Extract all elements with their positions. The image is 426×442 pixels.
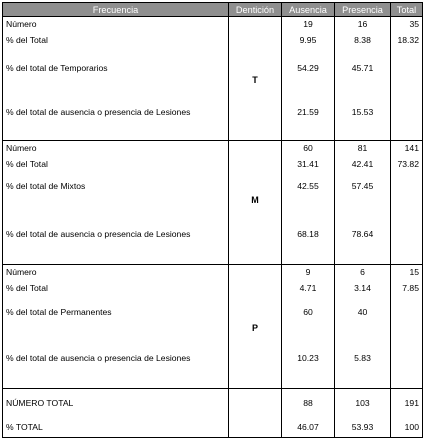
ausencia-value: 4.71 [299, 283, 317, 293]
row-label: Número [6, 143, 37, 153]
presencia-value: 6 [360, 267, 365, 277]
totals-row [3, 389, 423, 438]
ausencia-cell [282, 389, 335, 438]
ausencia-value: 68.18 [297, 229, 319, 239]
denticion-label: P [251, 323, 258, 333]
total-value: 15 [409, 267, 419, 277]
frecuencia-cell [3, 265, 229, 389]
ausencia-value: 9.95 [299, 35, 317, 45]
denticion-label: T [252, 75, 258, 85]
ausencia-cell [282, 141, 335, 265]
total-value: 18.32 [397, 35, 419, 45]
ausencia-value: 31.41 [297, 159, 319, 169]
total-cell [391, 389, 423, 438]
grand-total: 191 [404, 398, 419, 408]
ausencia-cell [282, 265, 335, 389]
ausencia-value: 54.29 [297, 63, 319, 73]
presencia-value: 42.41 [351, 159, 374, 169]
presencia-cell [335, 265, 391, 389]
total-label-percent: % TOTAL [6, 422, 43, 432]
header-presencia: Presencia [335, 3, 391, 17]
ausencia-total-percent: 46.07 [297, 422, 319, 432]
group-row-permanentes [3, 265, 423, 389]
total-cell [391, 17, 423, 141]
ausencia-value: 21.59 [297, 107, 319, 117]
header-denticion: Dentición [229, 3, 282, 17]
ausencia-cell [282, 17, 335, 141]
ausencia-value: 60 [303, 307, 313, 317]
presencia-value: 40 [357, 307, 368, 317]
header-row [3, 3, 423, 17]
ausencia-value: 60 [303, 143, 313, 153]
header-frecuencia: Frecuencia [3, 3, 229, 17]
presencia-value: 57.45 [351, 181, 374, 191]
total-label-numero: NÚMERO TOTAL [6, 398, 74, 408]
row-label: % del Total [6, 283, 48, 293]
denticion-label: M [251, 195, 259, 205]
frecuencia-cell [3, 17, 229, 141]
denticion-cell [229, 141, 282, 265]
row-label: % del Total [6, 35, 48, 45]
row-label: % del total de Temporarios [6, 63, 108, 73]
ausencia-total: 88 [303, 398, 313, 408]
row-label: % del total de Mixtos [6, 181, 86, 191]
presencia-cell [335, 389, 391, 438]
row-label: Número [6, 19, 37, 29]
total-cell [391, 265, 423, 389]
total-value: 73.82 [397, 159, 419, 169]
ausencia-value: 42.55 [297, 181, 319, 191]
presencia-value: 45.71 [351, 63, 374, 73]
denticion-cell [229, 389, 282, 438]
header-total: Total [391, 3, 423, 17]
presencia-value: 78.64 [351, 229, 374, 239]
header-ausencia: Ausencia [282, 3, 335, 17]
ausencia-value: 9 [305, 267, 311, 277]
row-label: % del total de Permanentes [6, 307, 112, 317]
frecuencia-cell [3, 389, 229, 438]
row-label: Número [6, 267, 37, 277]
presencia-cell [335, 17, 391, 141]
grand-total-percent: 100 [404, 422, 419, 432]
row-label: % del Total [6, 159, 48, 169]
presencia-value: 15.53 [351, 107, 374, 117]
total-value: 7.85 [402, 283, 419, 293]
denticion-cell [229, 17, 282, 141]
ausencia-value: 19 [303, 19, 313, 29]
presencia-value: 81 [357, 143, 368, 153]
frequency-table [2, 2, 423, 438]
group-row-mixtos [3, 141, 423, 265]
presencia-value: 5.83 [354, 353, 371, 363]
group-row-temporarios [3, 17, 423, 141]
denticion-cell [229, 265, 282, 389]
presencia-value: 3.14 [354, 283, 371, 293]
total-value: 141 [404, 143, 419, 153]
presencia-cell [335, 141, 391, 265]
row-label: % del total de ausencia o presencia de Lesiones [6, 229, 191, 239]
frecuencia-cell [3, 141, 229, 265]
total-cell [391, 141, 423, 265]
presencia-total-percent: 53.93 [351, 422, 374, 432]
row-label: % del total de ausencia o presencia de Lesiones [6, 353, 191, 363]
presencia-total: 103 [355, 398, 370, 408]
presencia-value: 16 [357, 19, 368, 29]
total-value: 35 [409, 19, 419, 29]
presencia-value: 8.38 [354, 35, 371, 45]
ausencia-value: 10.23 [297, 353, 319, 363]
row-label: % del total de ausencia o presencia de Lesiones [6, 107, 191, 117]
